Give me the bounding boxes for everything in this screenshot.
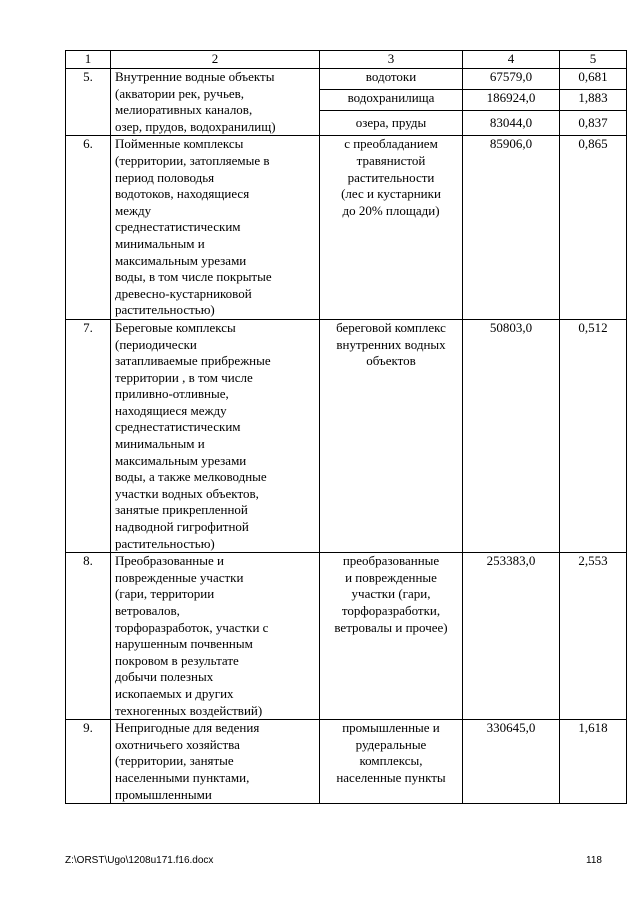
table-row [66,553,627,720]
percent-value: 2,553 [560,553,627,720]
area-value: 186924,0 [463,90,560,111]
habitat-type: с преобладанием травянистой растительности (лес и кустарники до 20% площади) [320,136,463,320]
habitat-type: водохранилища [320,90,463,111]
footer-page-number: 118 [586,855,602,866]
row-number: 9. [66,720,111,804]
header-col-3: 3 [320,51,463,69]
row-description: Пойменные комплексы (территории, затопляемые в период половодья водотоков, находящиеся между среднестатистическим минимальным и максимальным урезами воды, в том числе покрытые древесно-кустарниковой растительностью) [111,136,320,320]
percent-value: 1,618 [560,720,627,804]
header-col-5: 5 [560,51,627,69]
percent-value: 0,837 [560,111,627,136]
row-number: 5. [66,69,111,136]
row-number: 8. [66,553,111,720]
percent-value: 0,865 [560,136,627,320]
table-row [66,720,627,804]
area-value: 67579,0 [463,69,560,90]
row-description: Внутренние водные объекты (акватории рек, ручьев, мелиоративных каналов, озер, прудов, водохранилищ) [111,69,320,136]
area-value: 253383,0 [463,553,560,720]
footer-file-path: Z:\ORST\Ugo\1208u171.f16.docx [65,855,214,866]
table-row [66,69,627,90]
habitat-table [65,50,627,804]
habitat-type: преобразованные и поврежденные участки (гари, торфоразработки, ветровалы и прочее) [320,553,463,720]
percent-value: 0,512 [560,319,627,552]
table-row [66,136,627,320]
row-description: Береговые комплексы (периодически затапливаемые прибрежные территории , в том числе приливно-отливные, находящиеся между среднестатистическим минимальным и максимальным урезами воды, а также мелководные участки водных объектов, занятые прикрепленной надводной гигрофитной растительностью) [111,319,320,552]
area-value: 85906,0 [463,136,560,320]
area-value: 330645,0 [463,720,560,804]
habitat-type: береговой комплекс внутренних водных объектов [320,319,463,552]
header-row [66,51,627,69]
area-value: 50803,0 [463,319,560,552]
row-description: Преобразованные и поврежденные участки (гари, территории ветровалов, торфоразработок, участки с нарушенным почвенным покровом в результате добычи полезных ископаемых и других техногенных воздействий) [111,553,320,720]
habitat-type: водотоки [320,69,463,90]
percent-value: 0,681 [560,69,627,90]
row-number: 6. [66,136,111,320]
header-col-4: 4 [463,51,560,69]
header-col-2: 2 [111,51,320,69]
area-value: 83044,0 [463,111,560,136]
habitat-type: озера, пруды [320,111,463,136]
row-description: Непригодные для ведения охотничьего хозяйства (территории, занятые населенными пунктами, промышленными [111,720,320,804]
header-col-1: 1 [66,51,111,69]
habitat-type: промышленные и рудеральные комплексы, населенные пункты [320,720,463,804]
row-number: 7. [66,319,111,552]
percent-value: 1,883 [560,90,627,111]
table-row [66,319,627,552]
